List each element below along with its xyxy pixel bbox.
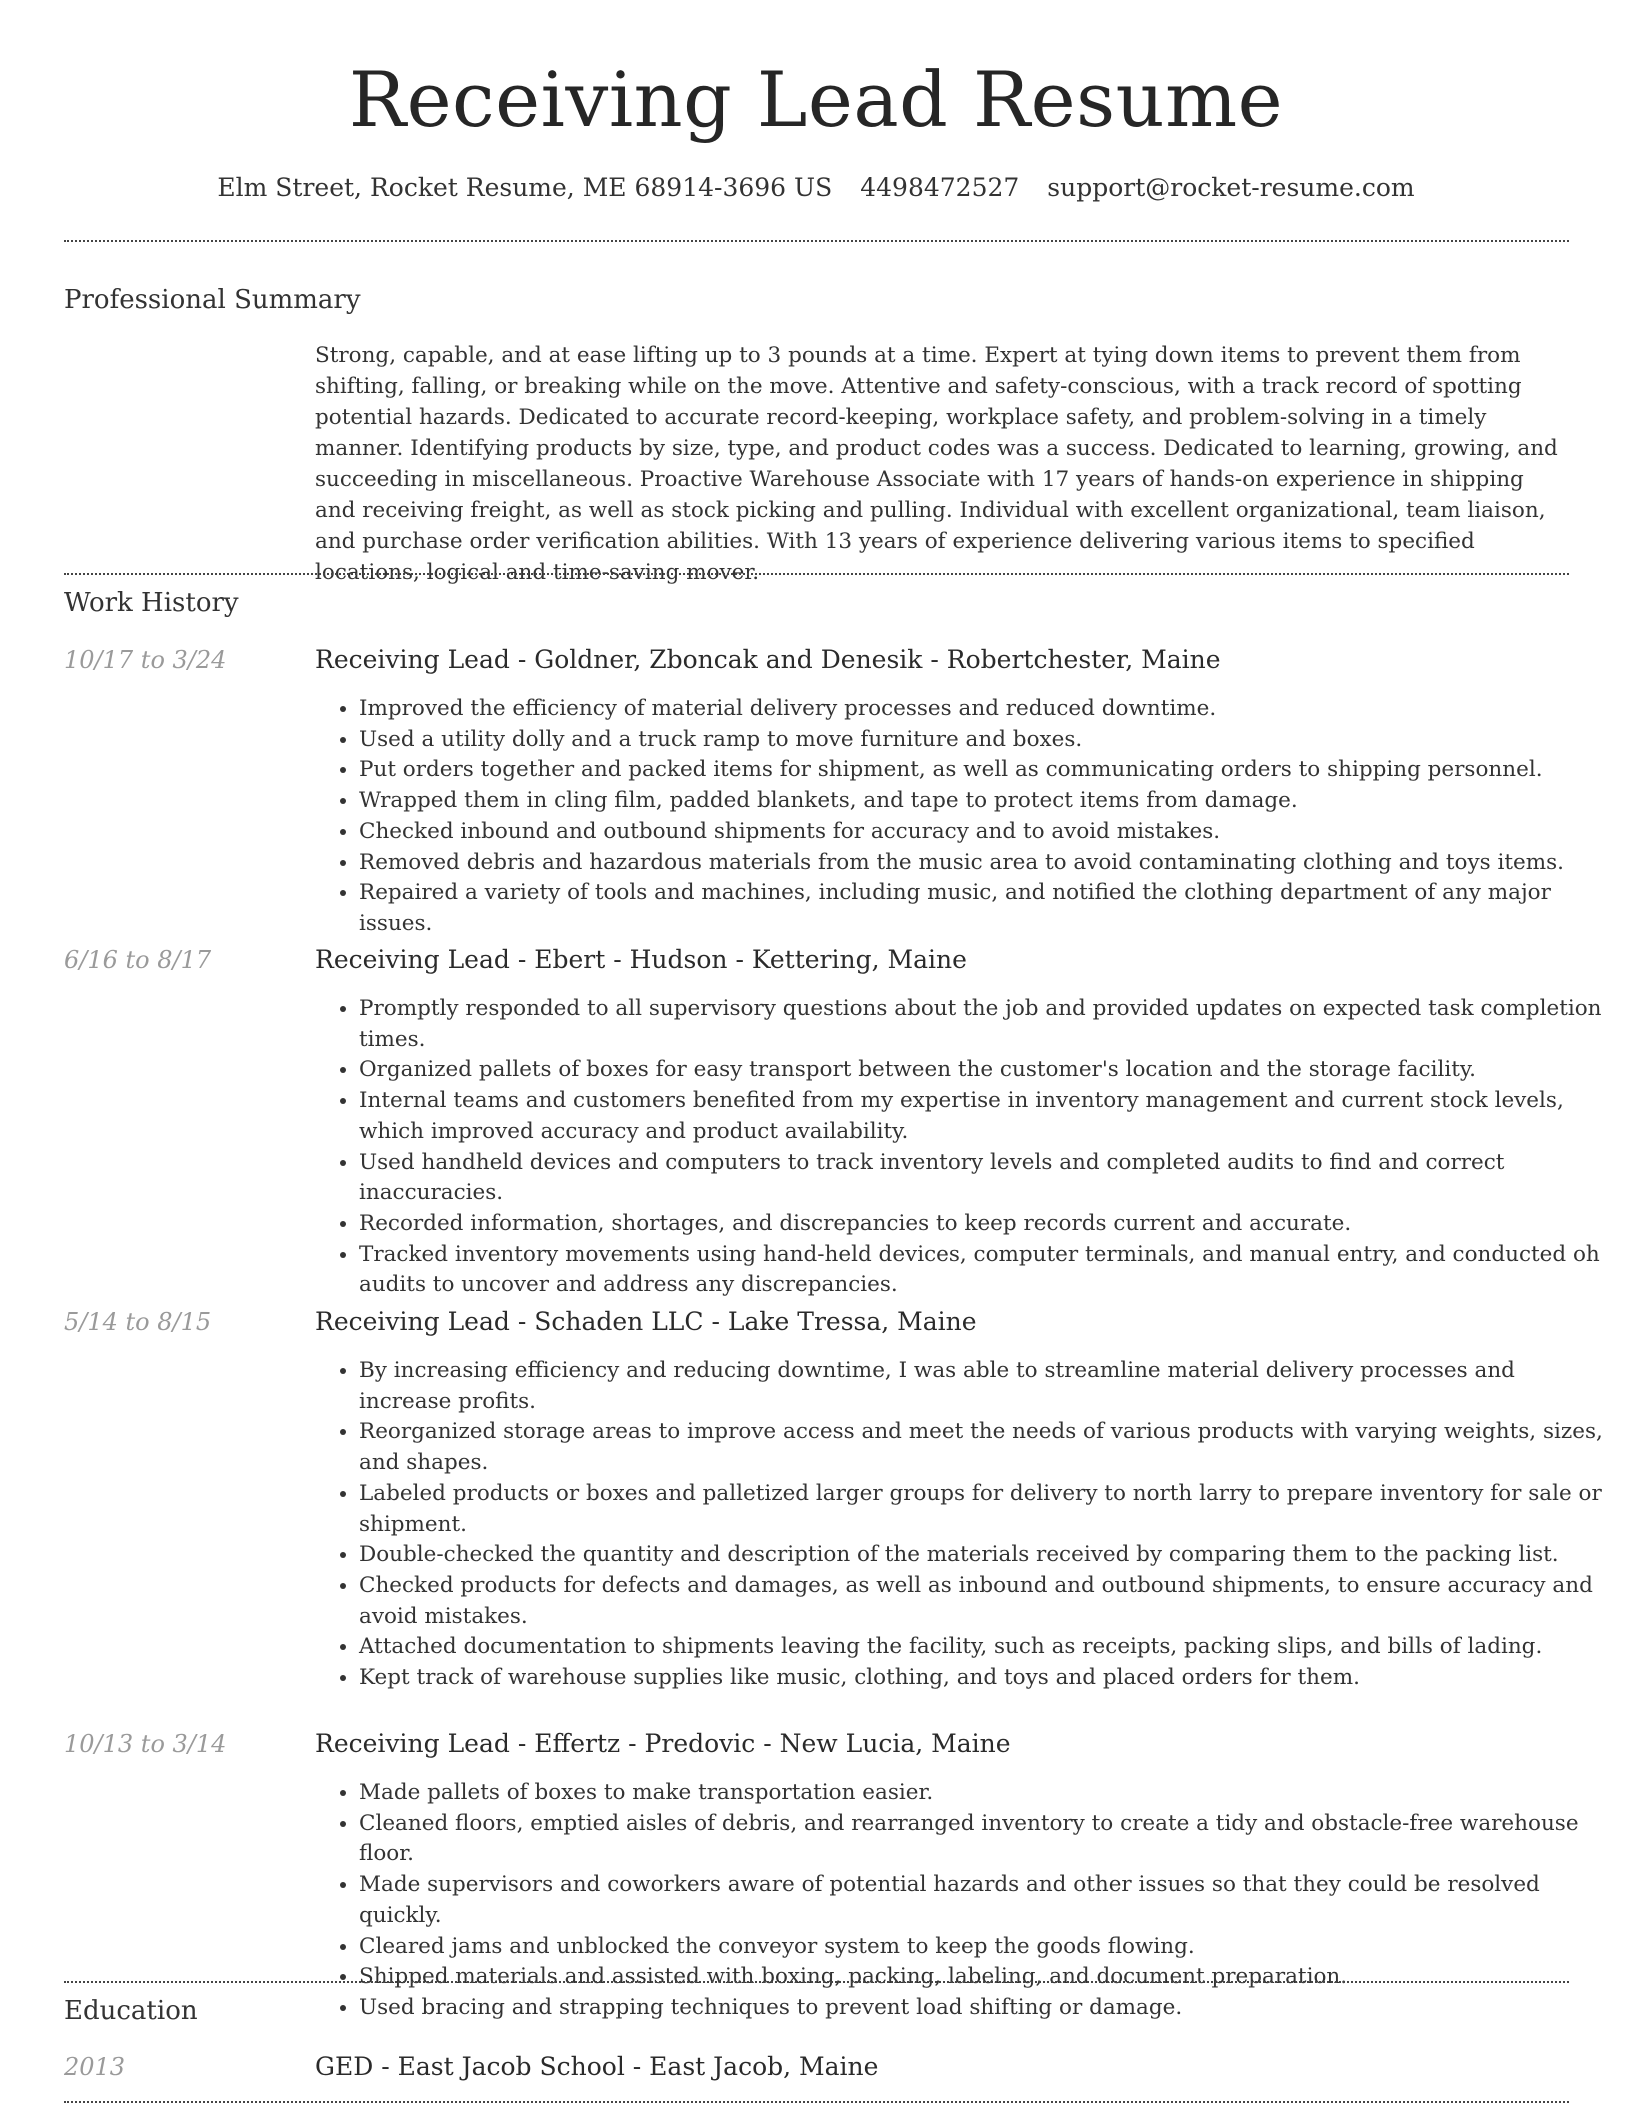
list-item: • Tracked inventory movements using hand-held devices, computer terminals, and manual entry, and conducted oh audits to uncover and address any discrepancies.	[359, 1240, 1609, 1301]
list-item: • Recorded information, shortages, and discrepancies to keep records current and accurate.	[359, 1209, 1609, 1240]
list-item: • Double-checked the quantity and description of the materials received by comparing them to the packing list.	[359, 1540, 1609, 1571]
list-item: • Wrapped them in cling film, padded blankets, and tape to protect items from damage.	[359, 786, 1609, 817]
job-dates: 6/16 to 8/17	[64, 946, 212, 974]
list-item: • Reorganized storage areas to improve access and meet the needs of various products with varying weights, sizes, and shapes.	[359, 1417, 1609, 1478]
job-bullets	[315, 1356, 1609, 1694]
divider-header	[64, 240, 1569, 242]
divider-work-history	[64, 1981, 1569, 1983]
list-item: • Labeled products or boxes and palletized larger groups for delivery to north larry to prepare inventory for sale or shipment.	[359, 1479, 1609, 1540]
education-dates: 2013	[64, 2053, 126, 2081]
contact-phone: 4498472527	[860, 173, 1020, 202]
list-item: • Used a utility dolly and a truck ramp to move furniture and boxes.	[359, 725, 1609, 756]
list-item: • By increasing efficiency and reducing downtime, I was able to streamline material delivery processes and increase profits.	[359, 1356, 1609, 1417]
job-dates: 5/14 to 8/15	[64, 1308, 212, 1336]
list-item: • Made pallets of boxes to make transportation easier.	[359, 1778, 1609, 1809]
section-title-summary: Professional Summary	[64, 285, 361, 315]
education-title: GED - East Jacob School - East Jacob, Maine	[315, 2052, 879, 2081]
list-item: • Repaired a variety of tools and machines, including music, and notified the clothing department of any major issues.	[359, 878, 1609, 939]
section-title-education: Education	[64, 1996, 198, 2026]
job-title: Receiving Lead - Schaden LLC - Lake Tressa, Maine	[315, 1307, 977, 1336]
section-title-work-history: Work History	[64, 588, 239, 618]
list-item: • Used bracing and strapping techniques to prevent load shifting or damage.	[359, 1993, 1609, 2024]
list-item: • Internal teams and customers benefited from my expertise in inventory management and current stock levels, which improved accuracy and product availability.	[359, 1086, 1609, 1147]
list-item: • Improved the efficiency of material delivery processes and reduced downtime.	[359, 694, 1609, 725]
job-bullets	[315, 694, 1609, 940]
list-item: • Removed debris and hazardous materials from the music area to avoid contaminating clothing and toys items.	[359, 848, 1609, 879]
resume-title: Receiving Lead Resume	[348, 55, 1284, 144]
divider-education	[64, 2101, 1569, 2103]
contact-line	[0, 170, 1632, 206]
contact-address: Elm Street, Rocket Resume, ME 68914-3696 US	[217, 173, 833, 202]
job-title: Receiving Lead - Effertz - Predovic - New Lucia, Maine	[315, 1729, 1011, 1758]
job-bullets	[315, 994, 1609, 1301]
job-dates: 10/13 to 3/14	[64, 1730, 227, 1758]
job-title: Receiving Lead - Goldner, Zboncak and Denesik - Robertchester, Maine	[315, 645, 1221, 674]
list-item: • Checked inbound and outbound shipments for accuracy and to avoid mistakes.	[359, 817, 1609, 848]
job-dates: 10/17 to 3/24	[64, 646, 227, 674]
list-item: • Used handheld devices and computers to track inventory levels and completed audits to find and correct inaccuracies.	[359, 1148, 1609, 1209]
divider-summary	[64, 573, 1569, 575]
job-bullets	[315, 1778, 1609, 2024]
list-item: • Organized pallets of boxes for easy transport between the customer's location and the storage facility.	[359, 1055, 1609, 1086]
list-item: • Promptly responded to all supervisory questions about the job and provided updates on expected task completion times.	[359, 994, 1609, 1055]
list-item: • Made supervisors and coworkers aware of potential hazards and other issues so that they could be resolved quickly.	[359, 1870, 1609, 1931]
job-title: Receiving Lead - Ebert - Hudson - Kettering, Maine	[315, 945, 967, 974]
list-item: • Checked products for defects and damages, as well as inbound and outbound shipments, to ensure accuracy and avoid mistakes.	[359, 1571, 1609, 1632]
summary-text: Strong, capable, and at ease lifting up to 3 pounds at a time. Expert at tying down items to prevent them from shifting, falling, or breaking while on the move. Attentive and safety-conscious, with a track record of spotting potential hazards. Dedicated to accurate record-keeping, workplace safety, and problem-solving in a timely manner. Identifying products by size, type, and product codes was a success. Dedicated to learning, growing, and succeeding in miscellaneous. Proactive Warehouse Associate with 17 years of hands-on experience in shipping and receiving freight, as well as stock picking and pulling. Individual with excellent organizational, team liaison, and purchase order verification abilities. With 13 years of experience delivering various items to specified locations, logical and time-saving mover.	[315, 343, 1558, 585]
list-item: • Put orders together and packed items for shipment, as well as communicating orders to shipping personnel.	[359, 755, 1609, 786]
list-item: • Kept track of warehouse supplies like music, clothing, and toys and placed orders for them.	[359, 1663, 1609, 1694]
list-item: • Attached documentation to shipments leaving the facility, such as receipts, packing slips, and bills of lading.	[359, 1632, 1609, 1663]
list-item: • Cleaned floors, emptied aisles of debris, and rearranged inventory to create a tidy and obstacle-free warehouse floor.	[359, 1809, 1609, 1870]
contact-email: support@rocket-resume.com	[1047, 173, 1415, 202]
list-item: • Cleared jams and unblocked the conveyor system to keep the goods flowing.	[359, 1932, 1609, 1963]
list-item: • Shipped materials and assisted with boxing, packing, labeling, and document preparation.	[359, 1962, 1609, 1993]
